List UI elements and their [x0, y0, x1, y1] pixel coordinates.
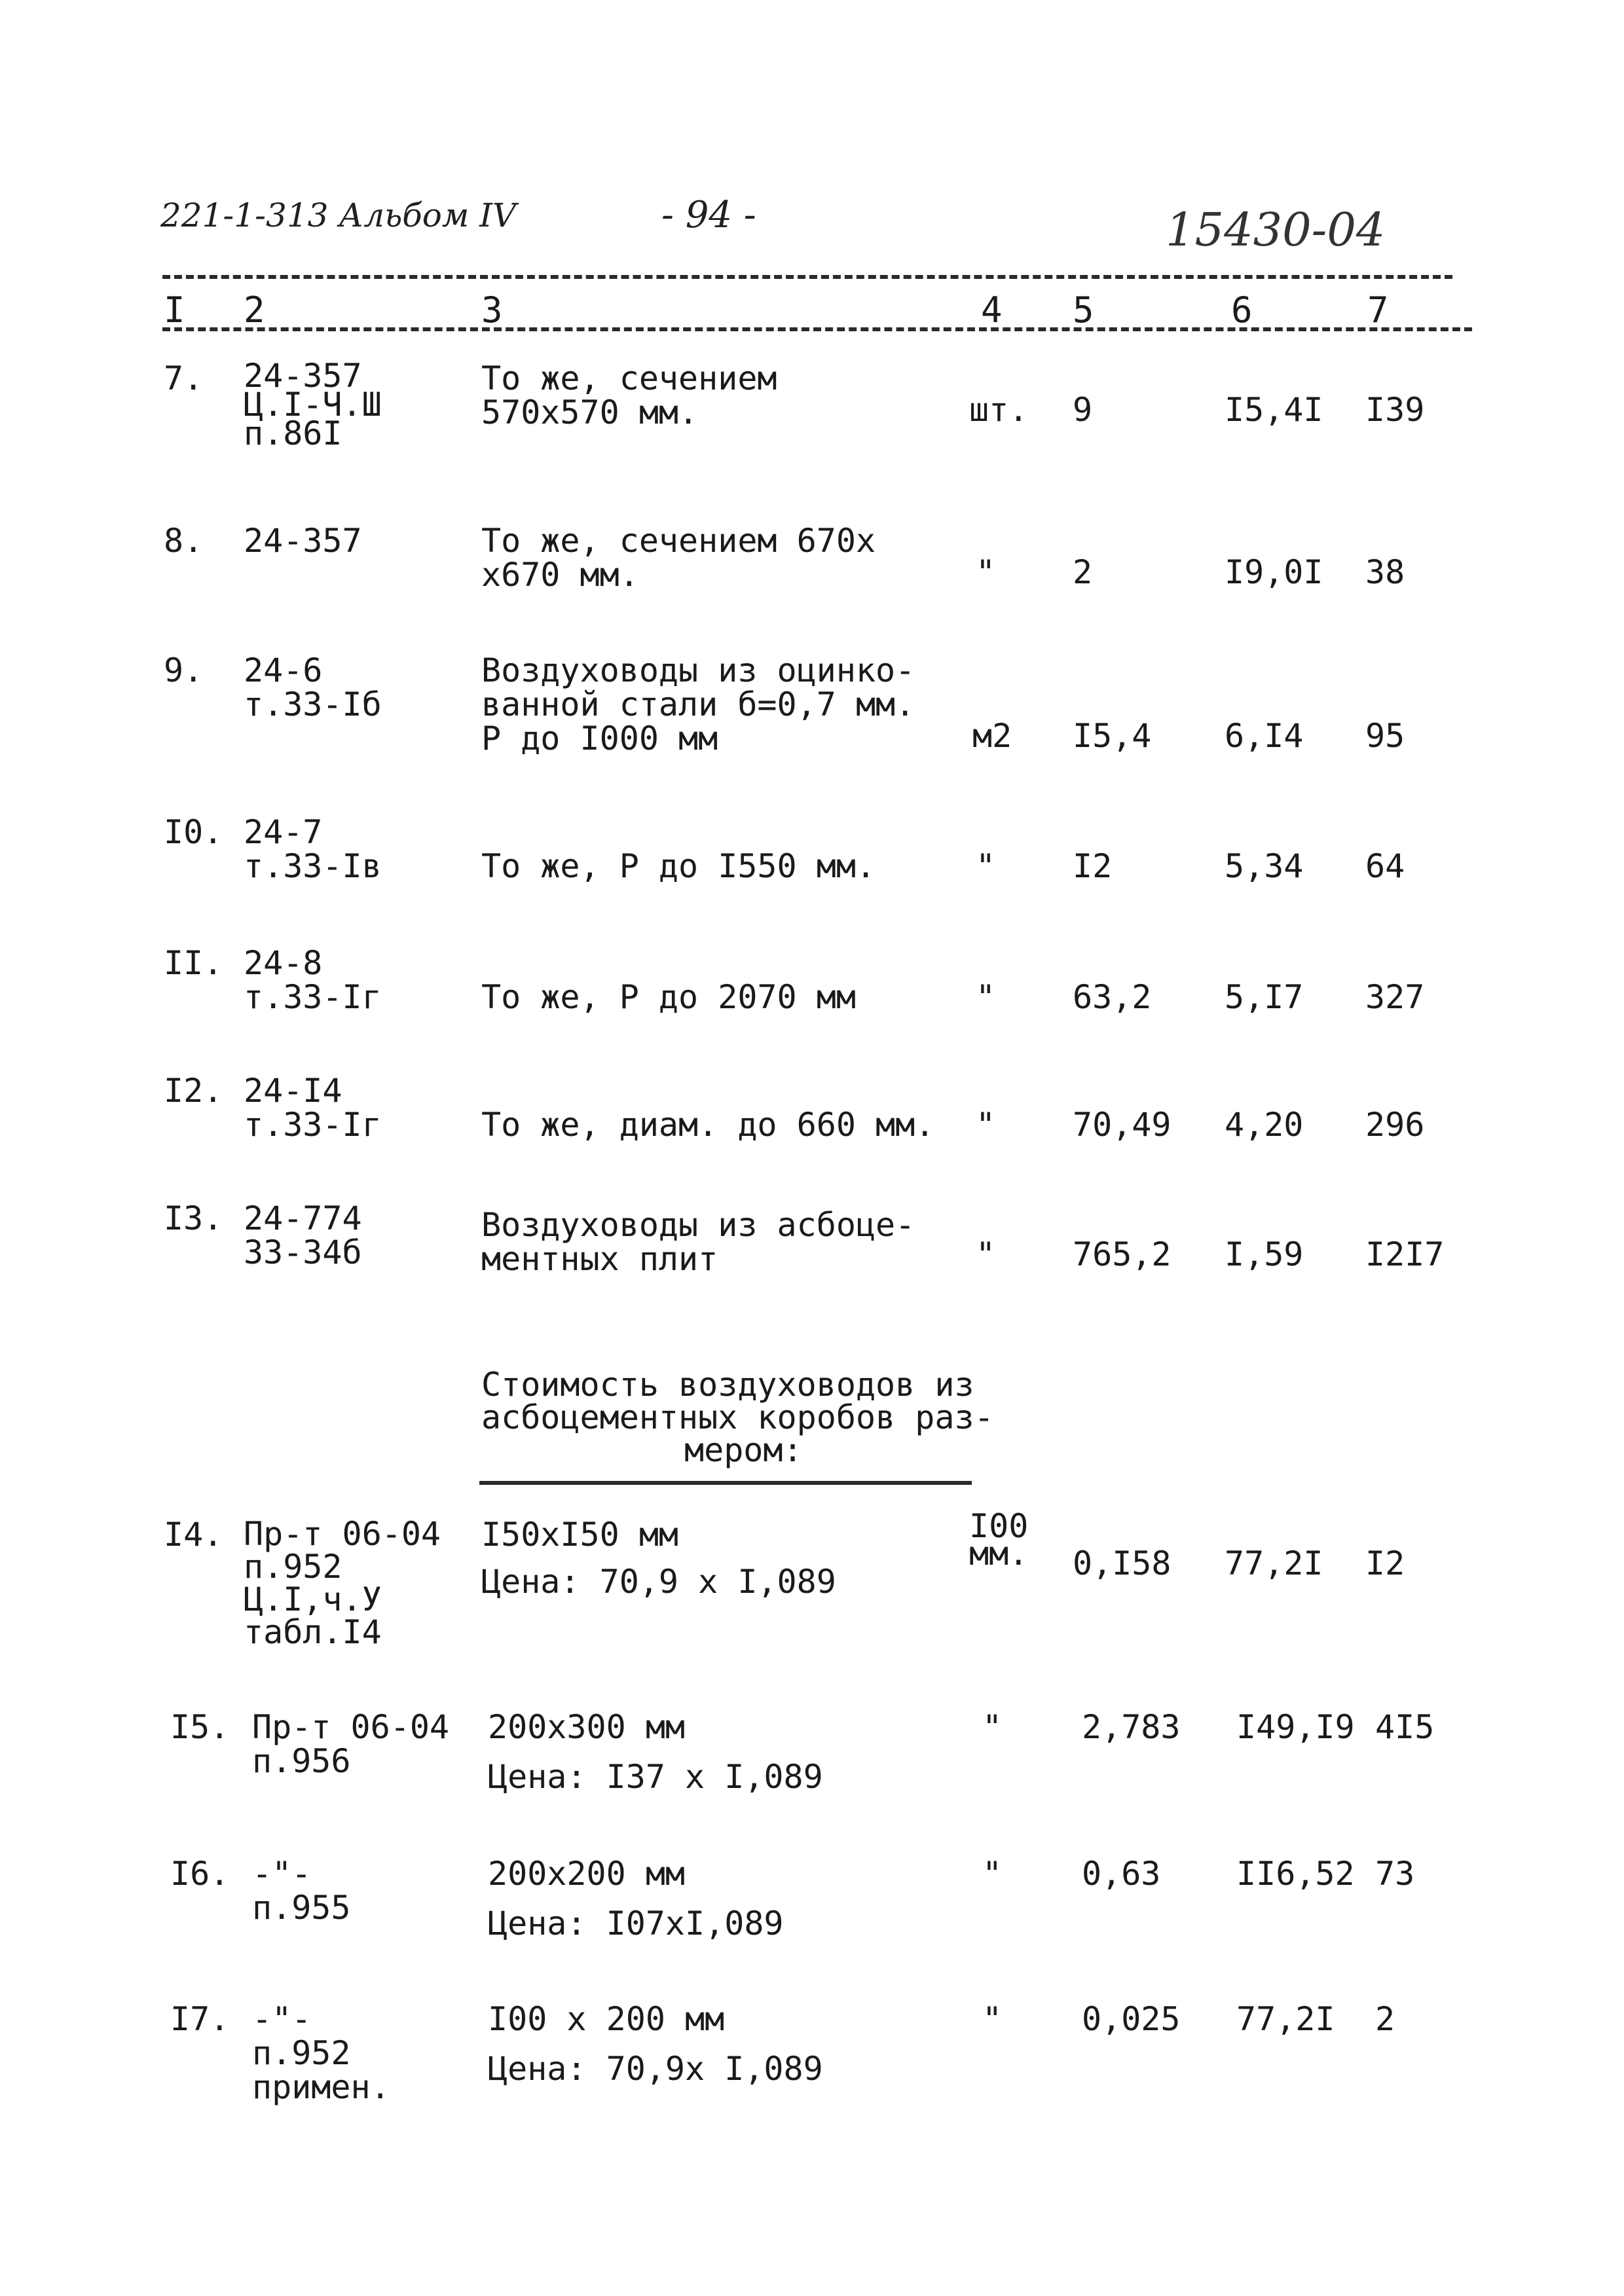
row-quantity: 70,49: [1073, 1106, 1172, 1144]
row-description: [481, 1108, 934, 1142]
code-line: Пр-т 06-04: [244, 1515, 441, 1553]
row-number: I6.: [170, 1855, 230, 1893]
description-line: 570х570 мм.: [481, 393, 699, 431]
row-quantity: 2,783: [1082, 1708, 1181, 1746]
code-line: т.33-Iв: [244, 847, 382, 885]
row-unit-price: I,59: [1225, 1235, 1304, 1273]
description-line: ванной стали б=0,7 мм.: [481, 685, 915, 723]
row-number: 7.: [164, 359, 204, 397]
row-unit: ": [976, 847, 996, 885]
row-quantity: 9: [1073, 391, 1093, 429]
column-header-4: 4: [981, 289, 1003, 331]
row-code: [252, 1857, 351, 1925]
code-line: п.952: [244, 1548, 342, 1586]
description-line: Воздуховоды из асбоце-: [481, 1206, 915, 1244]
row-unit-price: I49,I9: [1236, 1708, 1355, 1746]
row-unit-price: 5,I7: [1225, 978, 1304, 1016]
column-header-3: 3: [481, 289, 503, 331]
description-line: То же, Р до I550 мм.: [481, 847, 876, 885]
header-rule-bottom: [162, 327, 1472, 331]
code-line: п.952: [252, 2034, 351, 2072]
row-description: [481, 524, 876, 592]
row-number: I4.: [164, 1516, 223, 1554]
row-number: I3.: [164, 1199, 223, 1237]
description-line: То же, сечением 670х: [481, 522, 876, 560]
row-unit-price: 6,I4: [1225, 717, 1304, 755]
row-code: [252, 2002, 390, 2104]
row-unit: шт.: [969, 391, 1029, 429]
row-total-cost: 38: [1365, 553, 1405, 591]
row-code: [244, 946, 382, 1014]
code-line: Ц.I-Ч.Ш: [244, 386, 382, 424]
row-number: I2.: [164, 1072, 223, 1110]
row-number: I7.: [170, 2000, 230, 2038]
row-number: II.: [164, 944, 223, 982]
row-quantity: I5,4: [1073, 717, 1152, 755]
row-total-cost: 327: [1365, 978, 1425, 1016]
row-unit-price: II6,52: [1236, 1855, 1355, 1893]
row-description: [481, 1208, 915, 1276]
code-line: -"-: [252, 1855, 312, 1893]
code-line: Пр-т 06-04: [252, 1708, 450, 1746]
row-number: I0.: [164, 813, 223, 851]
row-price-note: Цена: 70,9х I,089: [488, 2050, 823, 2088]
row-code: [244, 1201, 362, 1269]
row-price-note: Цена: 70,9 х I,089: [481, 1563, 836, 1601]
code-line: 33-34б: [244, 1233, 362, 1271]
code-line: 24-357: [244, 357, 362, 395]
row-quantity: 0,I58: [1073, 1544, 1172, 1582]
unit-line: мм.: [969, 1535, 1029, 1573]
row-total-cost: 296: [1365, 1106, 1425, 1144]
code-line: -"-: [252, 2000, 312, 2038]
description-line: То же, диам. до 660 мм.: [481, 1106, 935, 1144]
row-total-cost: I39: [1365, 391, 1425, 429]
description-line: ментных плит: [481, 1240, 718, 1278]
code-line: 24-357: [244, 522, 362, 560]
row-number: I5.: [170, 1708, 230, 1746]
code-line: 24-6: [244, 651, 323, 689]
description-line: Р до I000 мм: [481, 720, 718, 757]
section-underline: [479, 1481, 972, 1485]
code-line: Ц.I,ч.У: [244, 1580, 382, 1618]
code-line: табл.I4: [244, 1613, 382, 1651]
row-number: 9.: [164, 651, 204, 689]
row-unit-price: I5,4I: [1225, 391, 1323, 429]
row-description: [481, 980, 856, 1014]
column-header-6: 6: [1231, 289, 1253, 331]
row-total-cost: 73: [1375, 1855, 1415, 1893]
code-line: п.955: [252, 1889, 351, 1927]
row-total-cost: 2: [1375, 2000, 1395, 2038]
row-size: 200х200 мм: [488, 1855, 686, 1893]
row-unit-price: 77,2I: [1225, 1544, 1323, 1582]
reference-number: 15430-04: [1166, 203, 1386, 257]
document-code: 221-1-313 Альбом IV: [160, 196, 517, 234]
code-line: 24-774: [244, 1199, 362, 1237]
row-unit: ": [982, 1708, 1003, 1746]
section-heading: [481, 1368, 994, 1467]
heading-line: мером:: [684, 1431, 803, 1469]
row-unit: ": [976, 978, 996, 1016]
row-unit-price: I9,0I: [1225, 553, 1323, 591]
code-line: т.33-Iг: [244, 1106, 382, 1144]
code-line: 24-8: [244, 944, 323, 982]
row-description: [481, 653, 915, 756]
header-rule-top: [162, 275, 1452, 279]
row-unit: м2: [972, 717, 1012, 755]
row-unit-price: 5,34: [1225, 847, 1304, 885]
row-unit: ": [976, 1235, 996, 1273]
row-unit-price: 77,2I: [1236, 2000, 1335, 2038]
row-total-cost: 95: [1365, 717, 1405, 755]
row-quantity: 0,025: [1082, 2000, 1181, 2038]
row-unit: ": [982, 1855, 1003, 1893]
description-line: х670 мм.: [481, 556, 639, 594]
row-quantity: 765,2: [1073, 1235, 1172, 1273]
code-line: п.86I: [244, 414, 342, 452]
row-code: [244, 1515, 441, 1651]
description-line: То же, Р до 2070 мм: [481, 978, 856, 1016]
row-price-note: Цена: I37 х I,089: [488, 1758, 823, 1796]
row-unit: [969, 1507, 1029, 1573]
row-size: I00 х 200 мм: [488, 2000, 725, 2038]
row-unit: ": [982, 2000, 1003, 2038]
code-line: т.33-Iг: [244, 978, 382, 1016]
row-description: [481, 849, 876, 883]
column-header-5: 5: [1073, 289, 1094, 331]
row-total-cost: 4I5: [1375, 1708, 1435, 1746]
column-header-7: 7: [1367, 289, 1389, 331]
code-line: т.33-Iб: [244, 685, 382, 723]
row-total-cost: I2I7: [1365, 1235, 1445, 1273]
row-unit: ": [976, 553, 996, 591]
page-number: - 94 -: [661, 194, 756, 236]
description-line: То же, сечением: [481, 359, 777, 397]
row-price-note: Цена: I07хI,089: [488, 1904, 784, 1942]
row-quantity: I2: [1073, 847, 1113, 885]
row-quantity: 2: [1073, 553, 1093, 591]
row-number: 8.: [164, 522, 204, 560]
code-line: п.956: [252, 1742, 351, 1780]
row-code: [244, 357, 382, 452]
row-unit-price: 4,20: [1225, 1106, 1304, 1144]
unit-line: I00: [969, 1507, 1029, 1545]
row-quantity: 0,63: [1082, 1855, 1161, 1893]
row-quantity: 63,2: [1073, 978, 1152, 1016]
row-total-cost: 64: [1365, 847, 1405, 885]
row-code: [244, 524, 362, 558]
code-line: 24-7: [244, 813, 323, 851]
row-code: [244, 653, 382, 721]
column-header-2: 2: [244, 289, 265, 331]
row-code: [244, 815, 382, 883]
code-line: 24-I4: [244, 1072, 342, 1110]
row-size: 200х300 мм: [488, 1708, 686, 1746]
row-total-cost: I2: [1365, 1544, 1405, 1582]
code-line: примен.: [252, 2068, 390, 2106]
description-line: Воздуховоды из оцинко-: [481, 651, 915, 689]
row-code: [252, 1710, 449, 1778]
row-description: [481, 361, 777, 429]
heading-line: Стоимость воздуховодов из: [481, 1366, 974, 1404]
row-size: I50хI50 мм: [481, 1516, 679, 1554]
row-code: [244, 1074, 382, 1142]
column-header-1: I: [164, 289, 185, 331]
row-unit: ": [976, 1106, 996, 1144]
heading-line: асбоцементных коробов раз-: [481, 1398, 994, 1436]
